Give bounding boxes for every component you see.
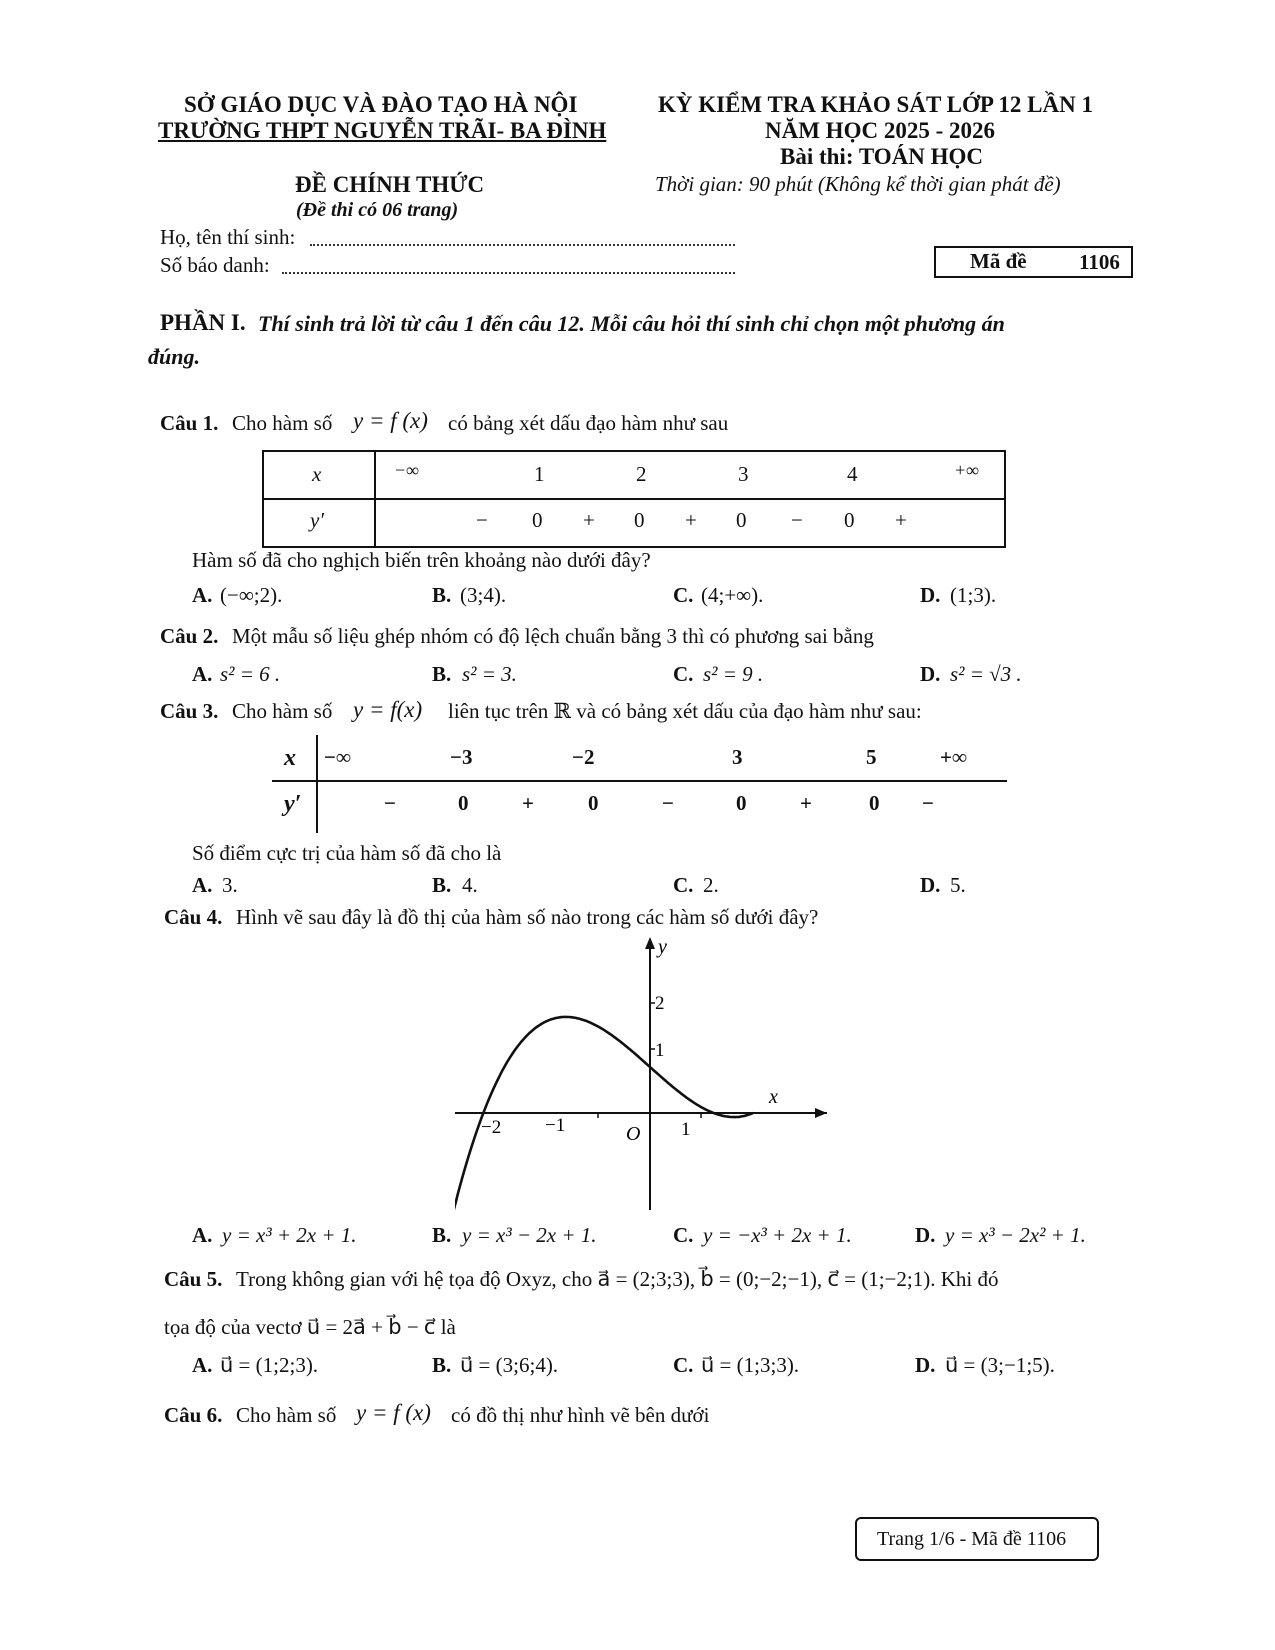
q1-row-head-y: y′ (310, 508, 324, 532)
q1-text-a: Cho hàm số (232, 411, 333, 435)
q1-x-value: 3 (738, 462, 749, 486)
q3-sign: 0 (588, 791, 599, 815)
q3-question: Số điểm cực trị của hàm số đã cho là (192, 841, 502, 865)
option-label: A. (192, 662, 213, 686)
exam-code-label: Mã đề (970, 249, 1027, 273)
q3-x-value: −∞ (324, 745, 351, 769)
q1-x-value: 1 (534, 462, 545, 486)
y-axis-label: y (658, 936, 667, 958)
q1-sign: 0 (532, 508, 543, 532)
q3-x-value: −3 (450, 745, 473, 769)
q6-label: Câu 6. (164, 1403, 223, 1427)
option-text: u⃗ = (3;6;4). (460, 1353, 559, 1377)
q3-sign: 0 (458, 791, 469, 815)
option-label: B. (432, 1353, 452, 1377)
q1-label: Câu 1. (160, 411, 219, 435)
tick-label-x: −2 (481, 1117, 502, 1138)
exam-code-box (934, 246, 1133, 278)
q1-question: Hàm số đã cho nghịch biến trên khoảng nào dưới đây? (192, 548, 651, 572)
page-footer (855, 1517, 1099, 1561)
option-text: (4;+∞). (701, 583, 764, 607)
option-label: A. (192, 583, 213, 607)
option-text: s² = 3. (462, 662, 517, 686)
q2-label: Câu 2. (160, 624, 219, 648)
option-text: (1;3). (950, 583, 997, 607)
q1-sign: + (895, 508, 907, 532)
q5-text-2: tọa độ của vectơ u⃗ = 2a⃗ + b⃗ − c⃗ là (164, 1315, 456, 1339)
exam-title: KỲ KIỂM TRA KHẢO SÁT LỚP 12 LẦN 1 (658, 92, 1093, 117)
part1-text-1: Thí sinh trả lời từ câu 1 đến câu 12. Mỗi câu hỏi thí sinh chỉ chọn một phương án (258, 311, 1005, 336)
option-label: A. (192, 873, 213, 897)
option-label: A. (192, 1223, 213, 1247)
q1-x-value: 2 (636, 462, 647, 486)
q4-label: Câu 4. (164, 905, 223, 929)
option-label: B. (432, 662, 452, 686)
x-axis-label: x (769, 1086, 778, 1108)
part1-text-2: đúng. (148, 344, 200, 369)
q3-sign: + (522, 791, 534, 815)
option-text: (−∞;2). (220, 583, 283, 607)
option-text: u⃗ = (1;3;3). (701, 1353, 800, 1377)
candidate-name-label: Họ, tên thí sinh: (160, 225, 296, 249)
q6-text-b: có đồ thị như hình vẽ bên dưới (451, 1403, 710, 1427)
q3-row-head-x: x (284, 745, 296, 771)
x-axis-arrow-icon (815, 1108, 827, 1118)
option-label: C. (673, 662, 694, 686)
q5-label: Câu 5. (164, 1267, 223, 1291)
q3-sign: − (662, 791, 674, 815)
q3-sign: 0 (736, 791, 747, 815)
q3-function: y = f(x) (353, 697, 423, 722)
option-label: B. (432, 583, 452, 607)
q3-text-b: liên tục trên ℝ và có bảng xét dấu của đạo hàm như sau: (448, 699, 922, 723)
option-text: s² = 9 . (703, 662, 764, 686)
pages-note: (Đề thi có 06 trang) (296, 199, 459, 221)
option-label: C. (673, 1353, 694, 1377)
option-label: C. (673, 583, 694, 607)
q3-label: Câu 3. (160, 699, 219, 723)
q3-sign: − (384, 791, 396, 815)
q3-x-value: 5 (866, 745, 877, 769)
q1-sign-table (262, 450, 1006, 548)
option-label: D. (915, 1353, 936, 1377)
q4-text: Hình vẽ sau đây là đồ thị của hàm số nào trong các hàm số dưới đây? (236, 905, 819, 929)
q3-sign: + (800, 791, 812, 815)
option-text: y = x³ − 2x + 1. (462, 1223, 597, 1247)
part1-label: PHẦN I. (160, 310, 246, 335)
q6-function: y = f (x) (356, 1400, 431, 1425)
q1-sign: 0 (634, 508, 645, 532)
option-label: D. (920, 583, 941, 607)
option-text: 2. (703, 873, 719, 897)
option-text: (3;4). (460, 583, 507, 607)
option-text: u⃗ = (1;2;3). (220, 1353, 319, 1377)
q3-sign-table (272, 735, 1007, 835)
q3-x-value: −2 (572, 745, 595, 769)
tick-label-x: −1 (545, 1115, 566, 1136)
q1-sign: − (476, 508, 488, 532)
q1-sign: 0 (736, 508, 747, 532)
tick-label-y: 2 (655, 993, 665, 1014)
option-text: y = x³ + 2x + 1. (222, 1223, 357, 1247)
q3-x-value: 3 (732, 745, 743, 769)
candidate-id-label: Số báo danh: (160, 253, 270, 277)
y-axis-arrow-icon (645, 937, 655, 949)
q5-text-1: Trong không gian với hệ tọa độ Oxyz, cho a⃗ = (2;3;3), b⃗ = (0;−2;−1), c⃗ = (1;−2;1). Khi đó (236, 1267, 999, 1291)
q1-sign: 0 (844, 508, 855, 532)
q1-x-value: −∞ (394, 460, 419, 480)
q1-sign: + (583, 508, 595, 532)
option-text: 3. (222, 873, 238, 897)
q1-row-head-x: x (312, 462, 322, 486)
dept-name: SỞ GIÁO DỤC VÀ ĐÀO TẠO HÀ NỘI (184, 92, 578, 117)
q1-x-value: 4 (847, 462, 858, 486)
function-curve (455, 1017, 753, 1215)
q1-function: y = f (x) (353, 408, 428, 433)
exam-code-value: 1106 (1079, 250, 1120, 274)
tick-label-x: 1 (681, 1119, 691, 1140)
option-label: D. (920, 873, 941, 897)
candidate-name-line[interactable] (310, 244, 735, 246)
option-label: D. (920, 662, 941, 686)
q1-text-b: có bảng xét dấu đạo hàm như sau (448, 411, 729, 435)
school-year: NĂM HỌC 2025 - 2026 (765, 118, 995, 143)
option-text: u⃗ = (3;−1;5). (945, 1353, 1055, 1377)
official-label: ĐỀ CHÍNH THỨC (295, 172, 485, 197)
q6-text-a: Cho hàm số (236, 1403, 337, 1427)
q1-sign: + (685, 508, 697, 532)
q3-row-head-y: y′ (284, 791, 302, 817)
q4-graph (455, 935, 835, 1215)
q1-sign: − (791, 508, 803, 532)
q1-x-value: +∞ (954, 460, 979, 480)
option-text: s² = √3 . (950, 662, 1022, 686)
option-text: 4. (462, 873, 478, 897)
option-label: D. (915, 1223, 936, 1247)
q3-sign: − (922, 791, 934, 815)
page-number: Trang 1/6 - Mã đề 1106 (877, 1528, 1067, 1550)
q3-x-value: +∞ (940, 745, 967, 769)
option-text: y = −x³ + 2x + 1. (703, 1223, 852, 1247)
option-label: A. (192, 1353, 213, 1377)
option-label: B. (432, 1223, 452, 1247)
subject: Bài thi: TOÁN HỌC (780, 144, 983, 169)
time-note: Thời gian: 90 phút (Không kể thời gian phát đề) (655, 172, 1061, 196)
q3-text-a: Cho hàm số (232, 699, 333, 723)
option-label: C. (673, 873, 694, 897)
q2-text: Một mẫu số liệu ghép nhóm có độ lệch chuẩn bằng 3 thì có phương sai bằng (232, 624, 874, 648)
option-text: 5. (950, 873, 966, 897)
option-label: C. (673, 1223, 694, 1247)
q3-sign: 0 (869, 791, 880, 815)
option-text: s² = 6 . (220, 662, 281, 686)
option-text: y = x³ − 2x² + 1. (945, 1223, 1086, 1247)
option-label: B. (432, 873, 452, 897)
origin-label: O (626, 1123, 641, 1145)
tick-label-y: 1 (655, 1040, 665, 1061)
school-name: TRƯỜNG THPT NGUYỄN TRÃI- BA ĐÌNH (158, 118, 607, 143)
candidate-id-line[interactable] (282, 272, 735, 274)
